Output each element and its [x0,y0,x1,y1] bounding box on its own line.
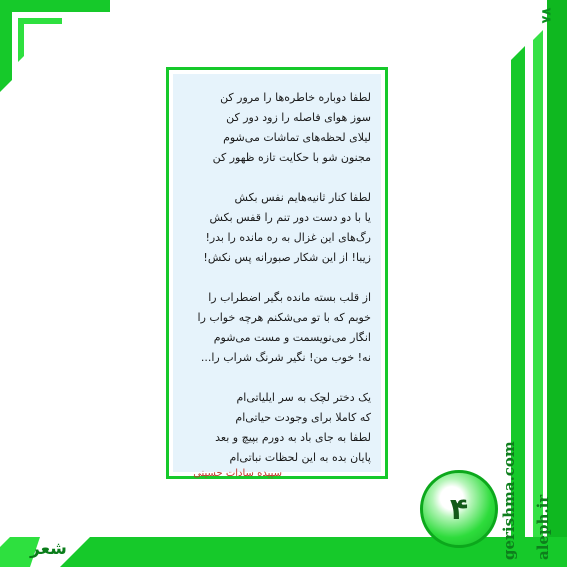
right-stripe-decoration [533,0,567,567]
poem-line: سوز هوای فاصله را زود دور کن [226,111,371,124]
site-url-aleph[interactable]: aleph.ir [534,494,552,560]
poem-line: مجنون شو با حکایت تازه ظهور کن [212,151,371,164]
section-label: شعر [30,539,67,559]
poem-line: لیلای لحظه‌های تماشات می‌شوم [223,131,371,144]
poem-body [173,74,381,472]
poem-line: لطفا به جای باد به دورم بپیچ و بعد [215,431,371,444]
poem-line: یا با دو دست دور تنم را قفس بکش [209,211,371,224]
poem-author: سپیده سادات حسینی [193,468,282,479]
poem-line: از قلب بسته مانده بگیر اضطراب را [208,291,371,304]
poem-stanza [183,388,371,468]
site-url-gerishma[interactable]: gerishma.com [500,441,518,560]
poem-line: رگ‌های این غزال به ره مانده را بدر! [205,231,371,244]
poem-stanza [183,88,371,168]
poem-line: نه! خوب من! نگیر شرنگ شراب را... [200,351,371,364]
poem-line: زیبا! از این شکار صبورانه پس نکش! [203,251,371,264]
poem-line: انگار می‌نویسمت و مست می‌شوم [213,331,371,344]
bottom-bar-decoration [0,537,567,567]
poem-line: لطفا دوباره خاطره‌ها را مرور کن [220,91,371,104]
page-number-badge-text: ۴ [449,491,469,527]
page-number-badge [420,470,498,548]
corner-decoration [0,0,110,110]
poem-stanza [183,188,371,268]
poem-card [166,67,388,479]
poem-line: که کاملا برای وجودت حیاتی‌ام [235,411,371,424]
poem-line: پایان بده به این لحظات نباتی‌ام [229,451,371,464]
poem-stanza [183,288,371,368]
page-number-top: ۷۸ [539,7,555,24]
poem-line: لطفا کنار ثانیه‌هایم نفس بکش [234,191,371,204]
poem-line: خوبم که با تو می‌شکنم هرچه خواب را [197,311,371,324]
poem-line: یک دختر لچک به سر ایلیاتی‌ام [236,391,371,404]
